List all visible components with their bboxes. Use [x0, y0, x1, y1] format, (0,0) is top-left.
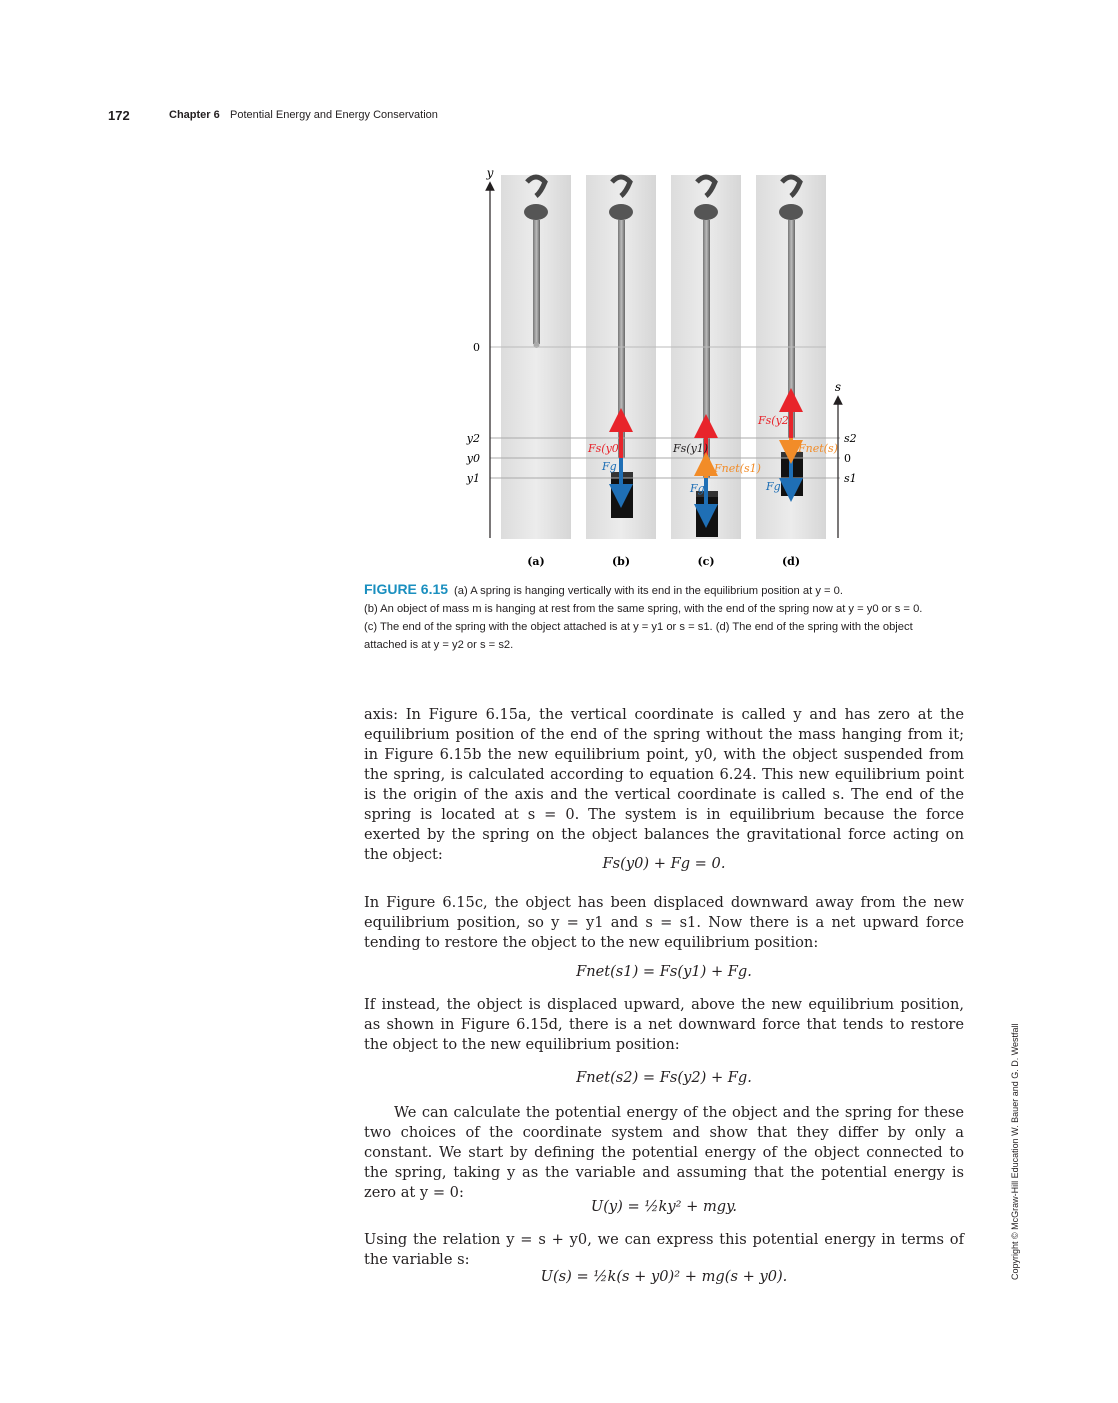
copyright-notice: Copyright © McGraw-Hill Education W. Bauer and G. D. Westfall	[1010, 1023, 1020, 1280]
equation-3: Fnet(s2) = Fs(y2) + Fg.	[576, 1069, 752, 1086]
equation-4: U(y) = ½ky² + mgy.	[590, 1198, 738, 1215]
label-fs-y2: Fs(y2)	[758, 414, 794, 427]
panel-label-b: (b)	[611, 555, 631, 568]
tick-y1: y1	[466, 472, 480, 485]
equation-2: Fnet(s1) = Fs(y1) + Fg.	[576, 963, 752, 980]
figure-caption	[364, 580, 964, 654]
panel-a	[501, 175, 571, 539]
paragraph-2: In Figure 6.15c, the object has been displaced downward away from the new equilibrium position, so y = y1 and s = s1. Now there is a net upward force tending to restore the object to the new equilibrium position:	[364, 894, 964, 951]
label-fg-b: Fg	[602, 460, 617, 473]
equation-5: U(s) = ½k(s + y0)² + mg(s + y0).	[540, 1268, 788, 1285]
chapter-label: Chapter 6	[169, 109, 220, 121]
label-fnet-s: Fnet(s)	[798, 442, 838, 455]
panel-label-a: (a)	[527, 555, 545, 568]
caption-line-4: attached is at y = y2 or s = s2.	[364, 639, 514, 651]
label-fs-y0: Fs(y0)	[588, 442, 624, 455]
tick-y2: y2	[466, 432, 480, 445]
tick-s0: 0	[844, 452, 851, 465]
caption-label: FIGURE 6.15	[364, 581, 449, 597]
label-fs-y1: Fs(y1)	[673, 442, 709, 455]
tick-s1: s1	[844, 472, 857, 485]
figure-6-15	[430, 160, 860, 580]
paragraph-1: axis: In Figure 6.15a, the vertical coordinate is called y and has zero at the equilibrium position of the end of the spring without the mass hanging from it; in Figure 6.15b the new equilibrium point, y0, with the object suspended from the spring, is calculated according to equation 6.24. This new equilibrium point is the origin of the axis and the vertical coordinate is called s. The end of the spring is located at s = 0. The system is in equilibrium because the force exerted by the spring on the object balances the gravitational force acting on the object:	[364, 706, 964, 863]
caption-line-1: (a) A spring is hanging vertically with its end in the equilibrium position at y = 0.	[454, 585, 843, 597]
paragraph-4: We can calculate the potential energy of the object and the spring for these two choices of the coordinate system and show that they differ by only a constant. We start by defining the potential energy of the object connected to the spring, taking y as the variable and assuming that the potential energy is zero at y = 0:	[364, 1104, 964, 1201]
label-fg-c: Fg	[690, 482, 705, 495]
caption-line-3: (c) The end of the spring with the object attached is at y = y1 or s = s1. (d) The end of the spring with the object	[364, 621, 913, 633]
s-axis-label: s	[834, 380, 842, 394]
equation-1: Fs(y0) + Fg = 0.	[602, 855, 726, 872]
paragraph-5: Using the relation y = s + y0, we can express this potential energy in terms of the variable s:	[364, 1231, 964, 1268]
page-number: 172	[108, 108, 130, 123]
paragraph-3: If instead, the object is displaced upward, above the new equilibrium position, as shown in Figure 6.15d, there is a net downward force that tends to restore the object to the new equilibrium position:	[364, 996, 964, 1053]
tick-y0: y0	[466, 452, 480, 465]
panel-label-d: (d)	[781, 555, 801, 568]
tick-0: 0	[473, 341, 480, 354]
caption-line-2: (b) An object of mass m is hanging at rest from the same spring, with the end of the spring now at y = y0 or s = 0.	[364, 603, 923, 615]
label-fg-d: Fg	[766, 480, 781, 493]
label-fnet-s1: Fnet(s1)	[714, 462, 761, 475]
y-axis-label: y	[486, 166, 494, 180]
chapter-title: Potential Energy and Energy Conservation	[230, 109, 438, 121]
tick-s2: s2	[844, 432, 857, 445]
panel-label-c: (c)	[697, 555, 715, 568]
